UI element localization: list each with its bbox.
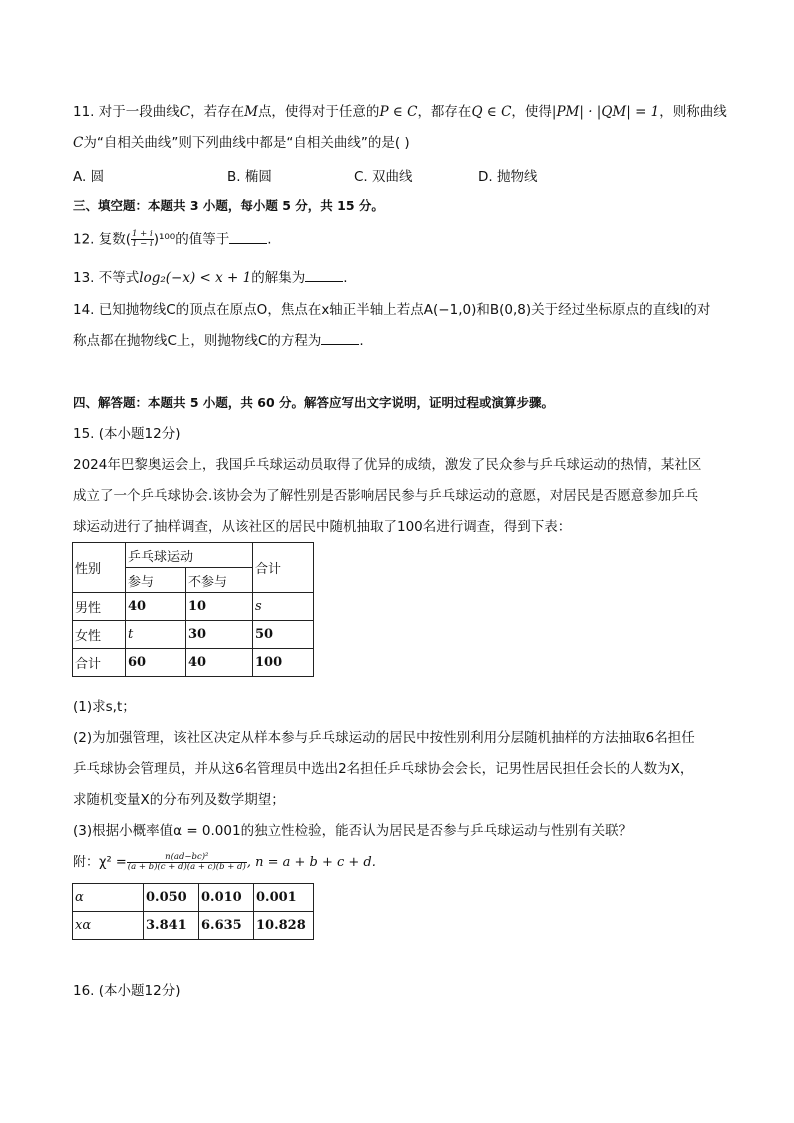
q12 [73, 230, 272, 249]
q15-paragraph-line1: 2024年巴黎奥运会上，我国乒乓球运动员取得了优异的成绩，激发了民众参与乒乓球运动的热情，某社区 [73, 457, 702, 473]
section-3-heading: 三、填空题：本题共 3 小题，每小题 5 分，共 15 分。 [73, 198, 384, 213]
header-not-join: 不参与 [186, 568, 253, 593]
q11-option-b: B. 椭圆 [227, 169, 272, 185]
table-cell: 40 [126, 593, 186, 621]
q11-text: 为“自相关曲线”则下列曲线中都是“自相关曲线”的是( ) [83, 135, 410, 151]
q11-text: ，使得 [511, 104, 552, 120]
q11-text: 点，使得对于任意的 [257, 104, 380, 120]
q14-line1: 14. 已知抛物线C的顶点在原点O，焦点在x轴正半轴上若点A(−1,0)和B(0,8)关于经过坐标原点的直线l的对 [73, 302, 711, 318]
table-cell: 合计 [73, 649, 126, 677]
table-cell: s [253, 593, 314, 621]
q11-option-c: C. 双曲线 [354, 169, 413, 185]
table-cell: 100 [253, 649, 314, 677]
q15-heading: 15. (本小题12分) [73, 426, 181, 442]
header-join: 参与 [126, 568, 186, 593]
q13 [73, 269, 348, 287]
q14-line2 [73, 332, 364, 350]
q15-sub2-line2: 乒乓球协会管理员，并从这6名管理员中选出2名担任乒乓球协会会长，记男性居民担任会长的人数为X， [73, 761, 694, 777]
q11-p-in-c: P ∈ C [379, 104, 418, 120]
q14-text: 称点都在抛物线C上，则抛物线C的方程为 [73, 333, 322, 349]
table-cell: 50 [253, 621, 314, 649]
q15-appendix-formula [73, 853, 376, 872]
q15-paragraph-line2: 成立了一个乒乓球协会.该协会为了解性别是否影响居民参与乒乓球运动的意愿，对居民是否愿意参加乒乓 [73, 488, 699, 504]
q12-text: . [267, 231, 272, 248]
q11-point-m: M [244, 104, 258, 120]
table-cell: xα [73, 912, 144, 940]
q11-line2 [73, 134, 410, 152]
q15-critical-value-table [72, 883, 314, 940]
header-total: 合计 [253, 543, 314, 593]
table-row [73, 621, 314, 649]
q11-curve-c: C [73, 135, 84, 151]
q15-sub1: (1)求s,t； [73, 699, 136, 715]
q11-text: ，则称曲线 [659, 104, 727, 120]
table-cell: 0.001 [254, 884, 314, 912]
q14-text: . [359, 333, 364, 349]
q12-exponent: )¹⁰⁰ [153, 231, 176, 248]
appendix-label: 附：χ² = [73, 855, 127, 870]
q15-survey-table [72, 542, 314, 677]
table-cell: 0.050 [144, 884, 199, 912]
chi-square-denominator: (a + b)(c + d)(a + c)(b + d) [127, 862, 246, 872]
q15-sub3: (3)根据小概率值α = 0.001的独立性检验，能否认为居民是否参与乒乓球运动与性别有关联？ [73, 823, 633, 839]
q11-q-in-c: Q ∈ C [471, 104, 512, 120]
q11-line1 [73, 103, 727, 121]
q15-sub2-line1: (2)为加强管理，该社区决定从样本参与乒乓球运动的居民中按性别利用分层随机抽样的方法抽取6名担任 [73, 730, 695, 746]
chi-square-fraction [127, 853, 247, 872]
q13-answer-blank[interactable] [305, 269, 343, 282]
table-row [73, 649, 314, 677]
q13-text: 13. 不等式 [73, 270, 140, 286]
section-4-heading: 四、解答题：本题共 5 小题，共 60 分。解答应写出文字说明，证明过程或演算步骤。 [73, 395, 555, 410]
chi-square-numerator: n(ad−bc)² [127, 853, 247, 863]
table-cell: t [126, 621, 186, 649]
table-cell: 3.841 [144, 912, 199, 940]
q11-text: ，都存在 [417, 104, 472, 120]
table-row [73, 593, 314, 621]
q13-inequality: log₂(−x) < x + 1 [139, 270, 252, 286]
q11-condition: |PM| · |QM| = 1 [551, 104, 660, 120]
q12-fraction [131, 230, 154, 249]
q13-text: 的解集为 [251, 270, 306, 286]
table-cell: 6.635 [199, 912, 254, 940]
table-row [73, 543, 314, 568]
table-cell: 0.010 [199, 884, 254, 912]
q12-numerator: 1 + i [132, 229, 153, 239]
q12-text: 的值等于 [175, 231, 230, 248]
q12-answer-blank[interactable] [229, 231, 267, 244]
table-cell: 10.828 [254, 912, 314, 940]
n-definition: , n = a + b + c + d. [246, 855, 376, 870]
table-cell: 40 [186, 649, 253, 677]
table-cell: 10 [186, 593, 253, 621]
table-row [73, 884, 314, 912]
table-cell: 男性 [73, 593, 126, 621]
header-sport: 乒乓球运动 [126, 543, 253, 568]
table-cell: 女性 [73, 621, 126, 649]
q14-answer-blank[interactable] [321, 332, 359, 345]
table-row [73, 912, 314, 940]
header-gender: 性别 [73, 543, 126, 593]
q15-sub2-line3: 求随机变量X的分布列及数学期望； [73, 792, 285, 808]
q12-denominator: 1 − i [132, 239, 153, 249]
table-cell: α [73, 884, 144, 912]
q16-heading: 16. (本小题12分) [73, 983, 181, 999]
q12-text: 12. 复数( [73, 231, 132, 248]
q11-text: 11. 对于一段曲线 [73, 104, 180, 120]
q11-option-d: D. 抛物线 [478, 169, 538, 185]
q15-paragraph-line3: 球运动进行了抽样调查，从该社区的居民中随机抽取了100名进行调查，得到下表： [73, 519, 572, 535]
q13-text: . [343, 270, 348, 286]
table-cell: 30 [186, 621, 253, 649]
q11-text: ，若存在 [190, 104, 245, 120]
q11-curve-c: C [179, 104, 191, 120]
table-cell: 60 [126, 649, 186, 677]
q11-option-a: A. 圆 [73, 169, 105, 185]
